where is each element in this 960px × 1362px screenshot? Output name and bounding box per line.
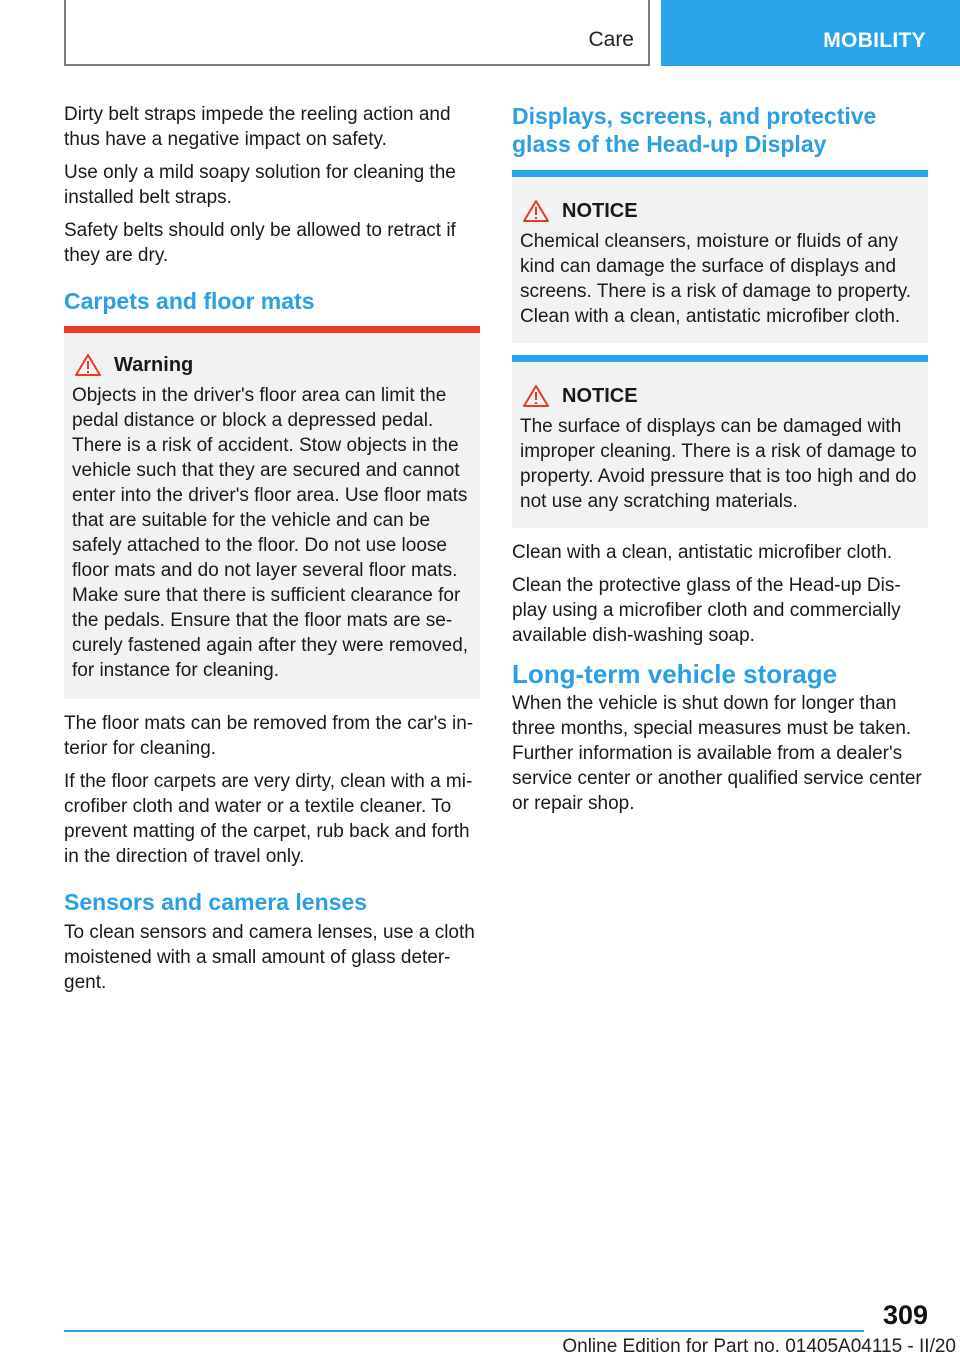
notice-title-row — [520, 199, 922, 223]
carpets-heading: Carpets and floor mats — [64, 288, 315, 314]
displays-heading: Displays, screens, and protective glass of the Head-up Display — [512, 103, 877, 157]
sensors-paragraph: To clean sensors and camera lenses, use a cloth moistened with a small amount of glass deter-gent. — [64, 922, 475, 993]
warning-triangle-icon — [522, 199, 550, 223]
intro-paragraph: Safety belts should only be allowed to retract if they are dry. — [64, 220, 456, 266]
displays-paragraph: Clean the protective glass of the Head-up Dis-play using a microfiber cloth and commercially available dish-washing soap. — [512, 575, 901, 646]
intro-paragraph: Use only a mild soapy solution for cleaning the installed belt straps. — [64, 162, 456, 208]
notice-title: NOTICE — [562, 384, 638, 407]
header-chapter-label: MOBILITY — [823, 29, 926, 52]
warning-box — [64, 326, 480, 699]
header-chapter-tab — [661, 0, 960, 66]
notice-text: The surface of displays can be damaged with improper cleaning. There is a risk of damage to property. Avoid pressure that is too high and do not use any scratching materials. — [520, 416, 917, 512]
sensors-heading: Sensors and camera lenses — [64, 889, 367, 915]
carpets-paragraph: The floor mats can be removed from the car's in-terior for cleaning. — [64, 713, 474, 759]
header-section-tab — [64, 0, 650, 66]
footer-edition: Online Edition for Part no. 01405A04115 - II/20 — [562, 1336, 956, 1357]
notice-title: NOTICE — [562, 199, 638, 222]
displays-paragraph: Clean with a clean, antistatic microfiber cloth. — [512, 542, 893, 563]
intro-paragraph: Dirty belt straps impede the reeling action and thus have a negative impact on safety. — [64, 104, 451, 150]
left-column — [64, 102, 480, 1003]
header-section-label: Care — [588, 28, 634, 51]
notice-title-row — [520, 384, 922, 408]
warning-title-row — [72, 353, 474, 377]
footer-divider — [64, 1330, 864, 1332]
notice-box — [512, 170, 928, 343]
warning-text: Objects in the driver's floor area can limit the pedal distance or block a depressed pedal. There is a risk of accident. Stow objects in the vehicle such that they are secured and cannot enter into the driver's floor area. Use floor mats that are suitable for the vehicle and can be safely attached to the floor. Do not use loose floor mats and do not layer several floor mats. Make sure that there is sufficient clearance for the pedals. Ensure that the floor mats are se-curely fastened again after they were removed, for instance for cleaning. — [72, 385, 469, 681]
warning-triangle-icon — [74, 353, 102, 377]
storage-heading: Long-term vehicle storage — [512, 659, 838, 689]
right-column — [512, 102, 928, 824]
warning-triangle-icon — [522, 384, 550, 408]
notice-text: Chemical cleansers, moisture or fluids of any kind can damage the surface of displays and screens. There is a risk of damage to property. Clean with a clean, antistatic microfiber cloth. — [520, 231, 912, 327]
warning-title: Warning — [114, 353, 194, 376]
page-number: 309 — [882, 1300, 928, 1330]
notice-box — [512, 355, 928, 528]
carpets-paragraph: If the floor carpets are very dirty, clean with a mi-crofiber cloth and water or a textile cleaner. To prevent matting of the carpet, rub back and forth in the direction of travel only. — [64, 771, 473, 867]
storage-paragraph: When the vehicle is shut down for longer than three months, special measures must be taken. Further information is available from a dealer's service center or another qualified service center or repair shop. — [512, 693, 922, 814]
